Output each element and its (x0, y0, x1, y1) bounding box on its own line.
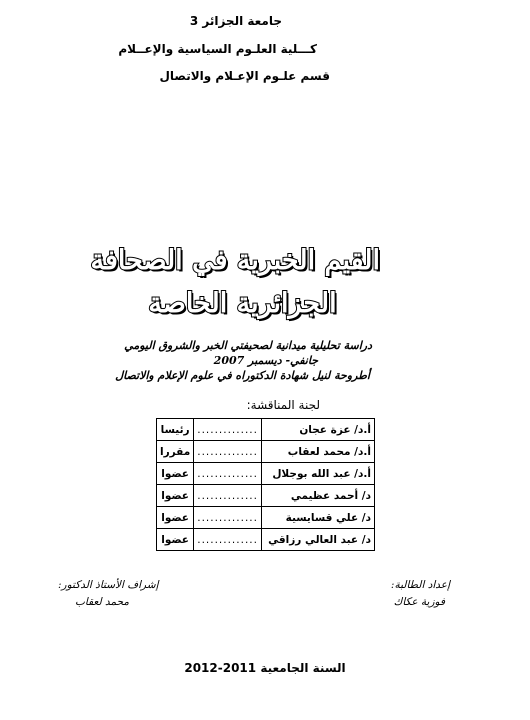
member-role: عضوا (157, 463, 194, 485)
academic-year: السنة الجامعية 2011-2012 (184, 661, 346, 675)
member-name: أ.د/ عبد الله بوجلال (261, 463, 374, 485)
supervisor-label: إشراف الأستاذ الدكتور: (58, 579, 159, 591)
thesis-subtitle: دراسة تحليلية ميدانية لصحيفتي الخبر والشروق اليومي (124, 339, 372, 352)
member-name: د/ عبد العالي رزاقي (261, 529, 374, 551)
member-name: د/ علي قسايسية (261, 507, 374, 529)
signature-dots: .............. (194, 463, 262, 485)
thesis-title-line-1: القيم الخبرية في الصحافة (90, 245, 380, 276)
member-role: عضوا (157, 485, 194, 507)
member-name: أ.د/ عزة عجان (261, 419, 374, 441)
member-role: رئيسا (157, 419, 194, 441)
table-row (157, 441, 375, 463)
signature-dots: .............. (194, 529, 262, 551)
table-row (157, 419, 375, 441)
table-row (157, 485, 375, 507)
committee-title: لجنة المناقشة: (246, 398, 320, 412)
committee-table (156, 418, 375, 551)
member-role: عضوا (157, 529, 194, 551)
member-name: د/ أحمد عظيمي (261, 485, 374, 507)
university-name: جامعة الجزائر 3 (189, 14, 282, 28)
student-label: إعداد الطالبة: (390, 579, 450, 591)
degree-statement: أطروحة لنيل شهادة الدكتوراه في علوم الإعلام والاتصال (115, 369, 370, 382)
study-period: جانفي- ديسمبر 2007 (213, 354, 318, 367)
signature-dots: .............. (194, 441, 262, 463)
department-name: قسم علـوم الإعـلام والاتصال (159, 69, 330, 83)
member-role: مقررا (157, 441, 194, 463)
member-name: أ.د/ محمد لعقاب (261, 441, 374, 463)
member-role: عضوا (157, 507, 194, 529)
table-row (157, 463, 375, 485)
thesis-title-line-2: الجزائرية الخاصة (148, 288, 337, 319)
student-name: فوزية عكاك (393, 596, 445, 608)
signature-dots: .............. (194, 507, 262, 529)
faculty-name: كـــلية العلـوم السياسية والإعــلام (118, 42, 317, 56)
signature-dots: .............. (194, 419, 262, 441)
table-row (157, 529, 375, 551)
signature-dots: .............. (194, 485, 262, 507)
supervisor-name: محمد لعقاب (75, 596, 129, 608)
table-row (157, 507, 375, 529)
